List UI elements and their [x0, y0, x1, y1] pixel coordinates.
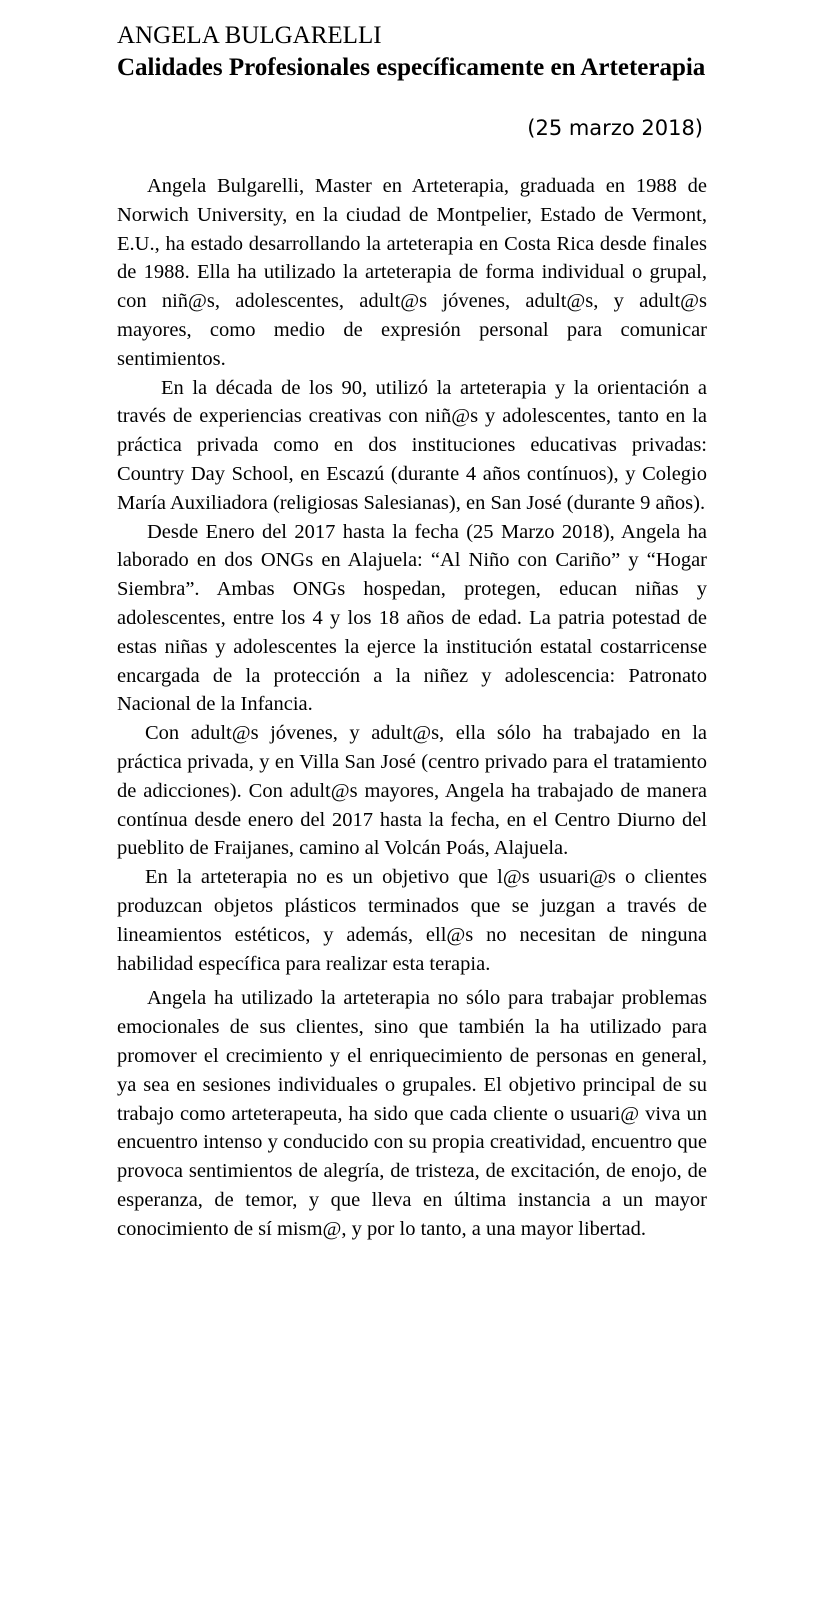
paragraph-nineties: En la década de los 90, utilizó la arteterapia y la orientación a través de experiencias creativas con niñ@s y adolescentes, tanto en la práctica privada como en dos instituciones educativas privadas: Country Day School, en Escazú (durante 4 años contínuos), y Colegio María Auxiliadora (religiosas Salesianas), en San José (durante 9 años). [117, 376, 707, 514]
author-name: ANGELA BULGARELLI [117, 22, 382, 49]
paragraph-education: Angela Bulgarelli, Master en Arteterapia, graduada en 1988 de Norwich University, en la ciudad de Montpelier, Estado de Vermont, E.U., ha estado desarrollando la arteterapia en Costa Rica desde finales de 1988. Ella ha utilizado la arteterapia de forma individual o grupal, con niñ@s, adolescentes, adult@s jóvenes, adult@s, y adult@s mayores, como medio de expresión personal para comunicar sentimientos. [117, 175, 707, 370]
document-body [117, 172, 707, 1243]
paragraph-adults: Con adult@s jóvenes, y adult@s, ella sólo ha trabajado en la práctica privada, y en Villa San José (centro privado para el tratamiento de adicciones). Con adult@s mayores, Angela ha trabajado de manera contínua desde enero del 2017 hasta la fecha, en el Centro Diurno del pueblito de Fraijanes, camino al Volcán Poás, Alajuela. [117, 722, 707, 860]
paragraph-objectives: En la arteterapia no es un objetivo que l@s usuari@s o clientes produzcan objetos plásticos terminados que se juzgan a través de lineamientos estéticos, y además, ell@s no necesitan de ninguna habilidad específica para realizar esta terapia. [117, 866, 707, 975]
document-page [117, 20, 707, 1243]
paragraph-growth: Angela ha utilizado la arteterapia no sólo para trabajar problemas emocionales de sus clientes, sino que también la ha utilizado para promover el crecimiento y el enriquecimiento de personas en general, ya sea en sesiones individuales o grupales. El objetivo principal de su trabajo como arteterapeuta, ha sido que cada cliente o usuari@ viva un encuentro intenso y conducido con su propia creatividad, encuentro que provoca sentimientos de alegría, de tristeza, de excitación, de enojo, de esperanza, de temor, y que lleva en última instancia a un mayor conocimiento de sí mism@, y por lo tanto, a una mayor libertad. [117, 987, 707, 1240]
document-title: Calidades Profesionales específicamente en Arteterapia [117, 54, 706, 81]
document-date: (25 marzo 2018) [527, 116, 703, 140]
paragraph-ngos: Desde Enero del 2017 hasta la fecha (25 Marzo 2018), Angela ha laborado en dos ONGs en Alajuela: “Al Niño con Cariño” y “Hogar Siembra”. Ambas ONGs hospedan, protegen, educan niñas y adolescentes, entre los 4 y los 18 años de edad. La patria potestad de estas niñas y adolescentes la ejerce la institución estatal costarricense encargada de la protección a la niñez y adolescencia: Patronato Nacional de la Infancia. [117, 520, 707, 716]
